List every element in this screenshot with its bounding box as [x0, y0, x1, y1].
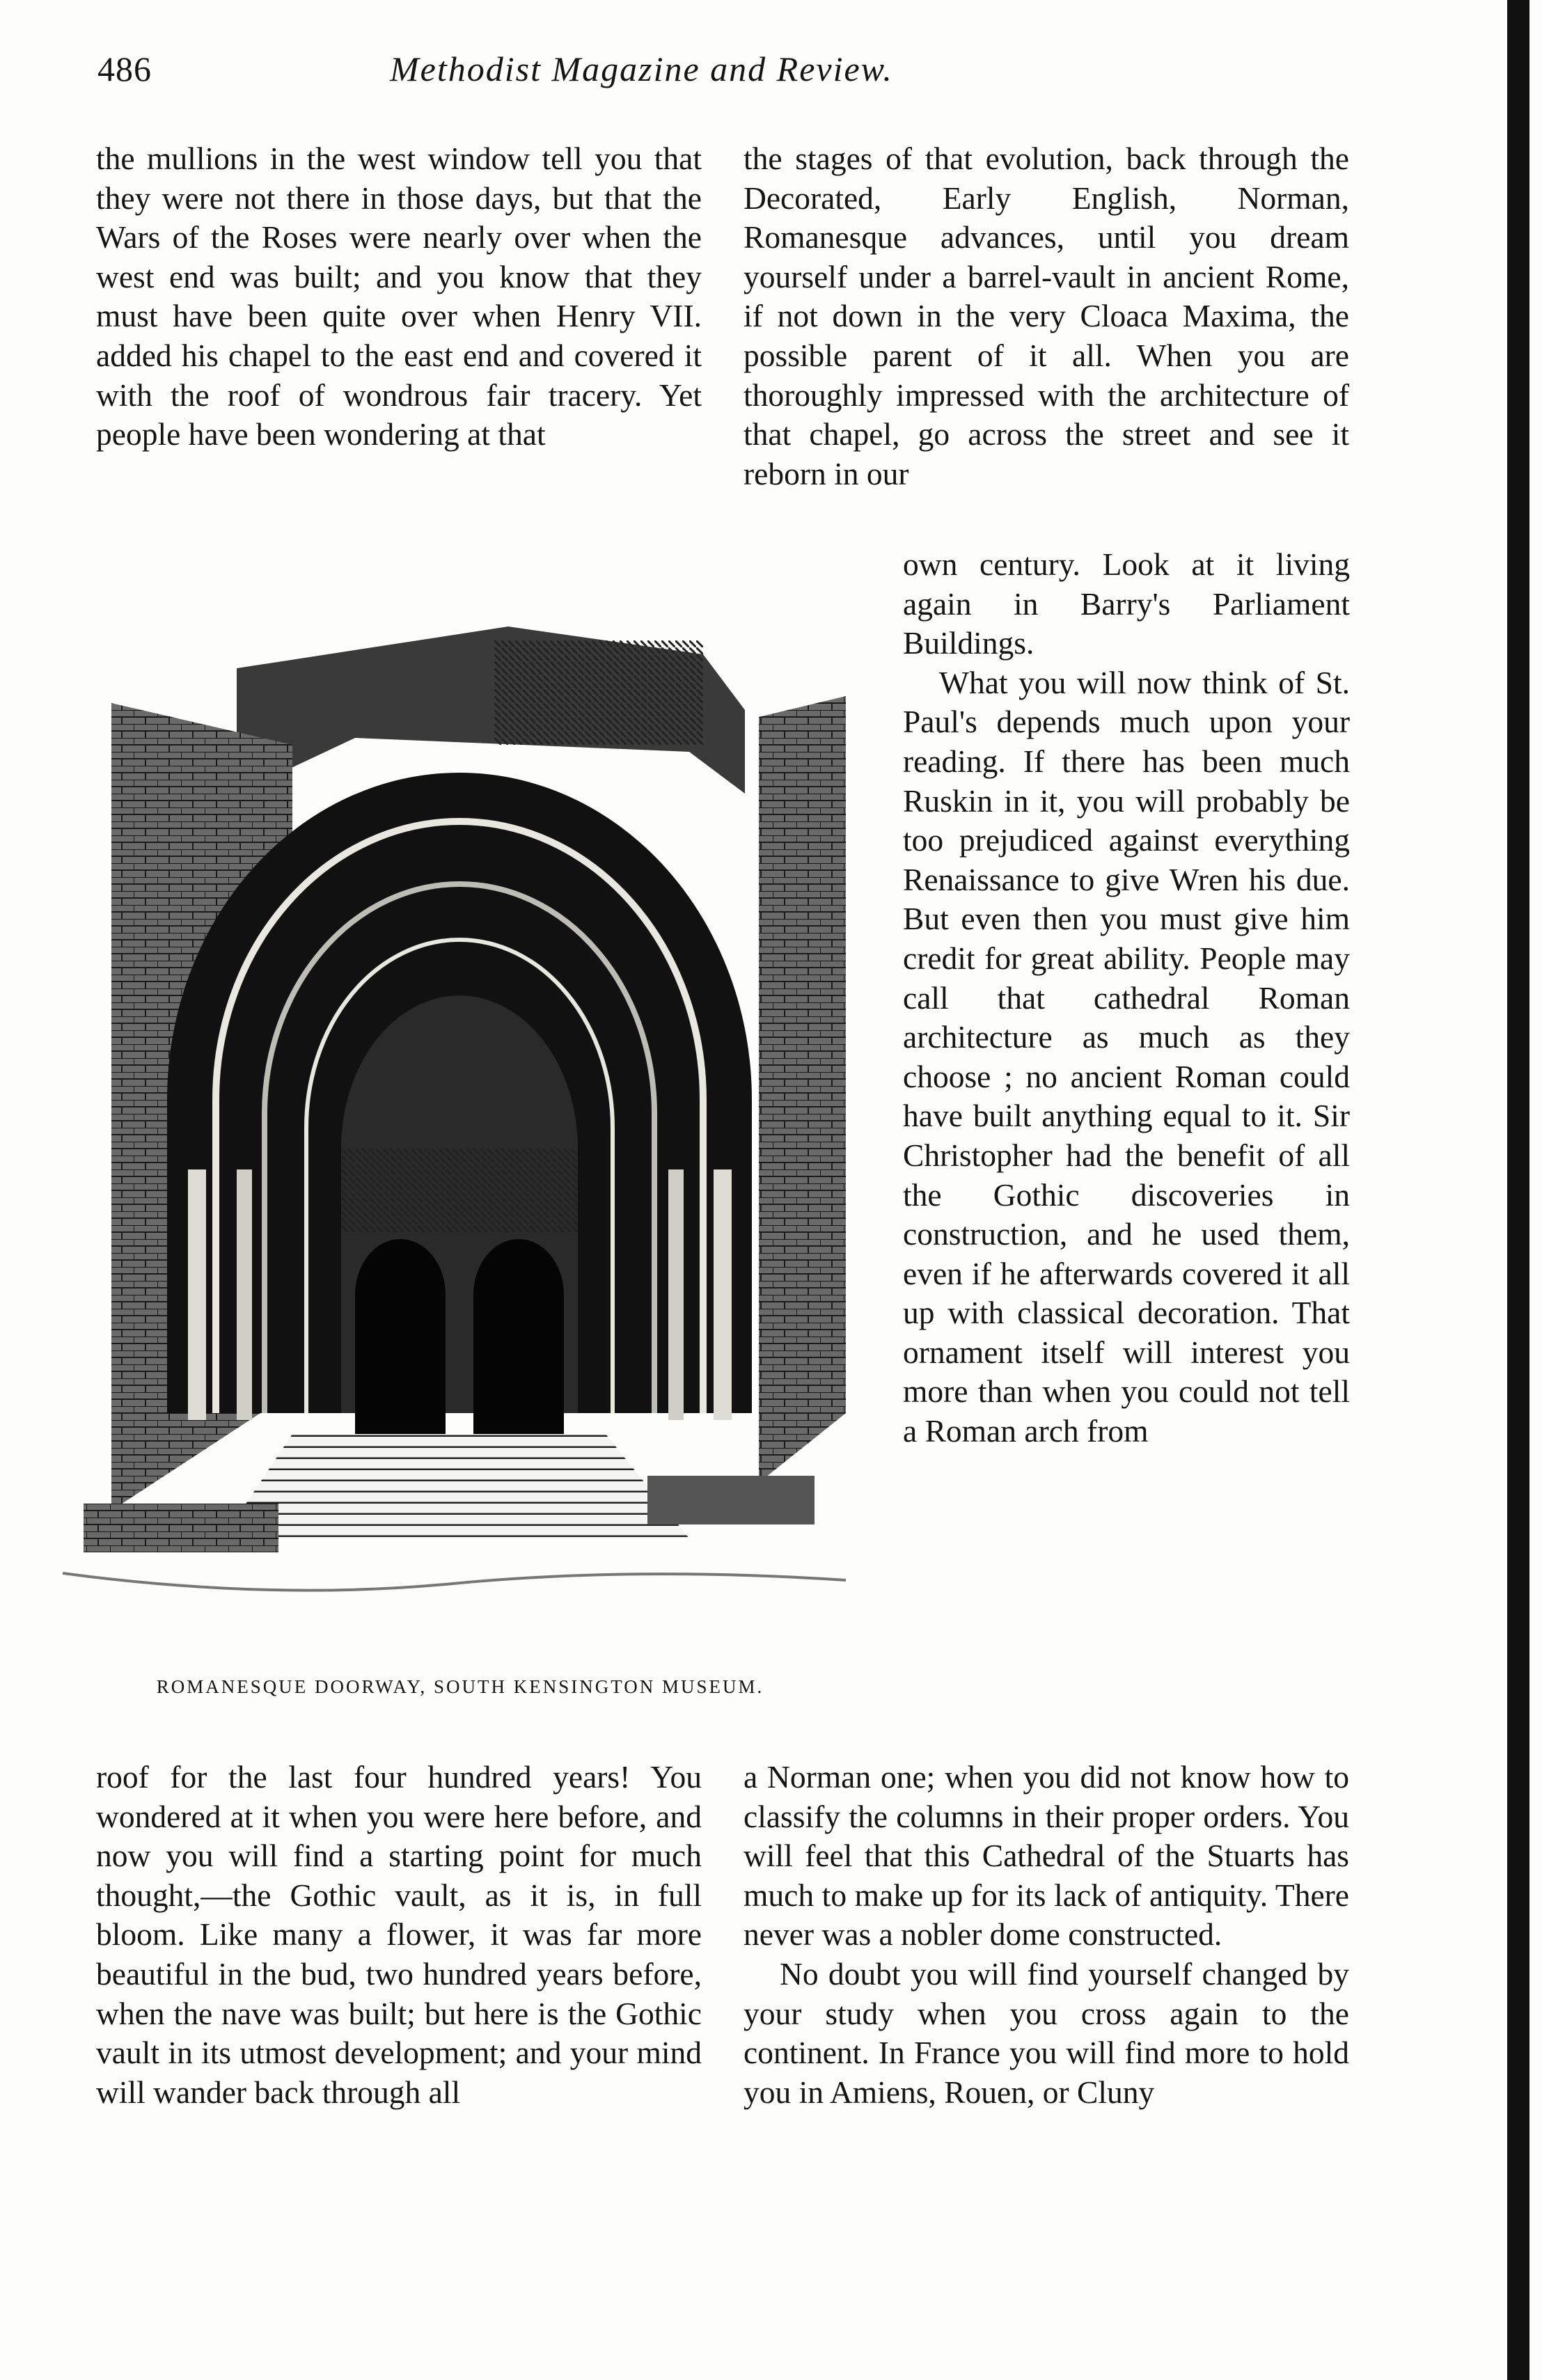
figure-caption: ROMANESQUE DOORWAY, SOUTH KENSINGTON MUSEUM.: [156, 1676, 764, 1697]
running-title: Methodist Magazine and Review.: [390, 49, 893, 88]
column-right-top: [744, 139, 1349, 494]
column-left-top: [96, 139, 702, 455]
engraving-image: [63, 613, 846, 1643]
paragraph: What you will now think of St. Paul's depends much upon your reading. If there has been much Ruskin in it, you will probably be too prejudiced against everything Renaissance to give Wren his due. But even then you must give him credit for great ability. People may call that cathedral Roman architecture as much as they choose ; no ancient Roman could have built anything equal to it. Sir Christopher had the benefit of all the Gothic discoveries in construction, and he used them, even if he afterwards covered it all up with classical decoration. That ornament itself will interest you more than when you could not tell a Roman arch from: [903, 664, 1350, 1449]
column-right-wrap: [903, 545, 1350, 1451]
page-edge-rule: [1507, 0, 1529, 2380]
paragraph: the stages of that evolution, back through the Decorated, Early English, Norman, Romanesque advances, until you dream yourself under a barrel-vault in ancient Rome, if not down in the very Cloaca Maxima, the possible parent of it all. When you are thoroughly impressed with the architecture of that chapel, go across the street and see it reborn in our: [744, 141, 1349, 491]
column-left-bottom: [96, 1758, 702, 2112]
column-right-bottom: [744, 1758, 1349, 2112]
page-number: 486: [97, 49, 152, 88]
page-header: [97, 49, 1371, 97]
paragraph: roof for the last four hundred years! You wondered at it when you were here before, and now you will find a starting point for much thought,—the Gothic vault, as it is, in full bloom. Like many a flower, it was far more beautiful in the bud, two hundred years before, when the nave was built; but here is the Gothic vault in its utmost development; and your mind will wander back through all: [96, 1759, 702, 2110]
paragraph: the mullions in the west window tell you that they were not there in those days, but that the Wars of the Roses were nearly over when the west end was built; and you know that they must have been quite over when Henry VII. added his chapel to the east end and covered it with the roof of wondrous fair tracery. Yet people have been wondering at that: [96, 141, 702, 452]
paragraph: a Norman one; when you did not know how to classify the columns in their proper orders. You will feel that this Cathedral of the Stuarts has much to make up for its lack of antiquity. There never was a nobler dome constructed.: [744, 1759, 1349, 1953]
paragraph: own century. Look at it living again in Barry's Parliament Buildings.: [903, 546, 1350, 661]
paragraph: No doubt you will find yourself changed by your study when you cross again to the continent. In France you will find more to hold you in Amiens, Rouen, or Cluny: [744, 1955, 1349, 2110]
doorway-illustration: [63, 613, 846, 1643]
